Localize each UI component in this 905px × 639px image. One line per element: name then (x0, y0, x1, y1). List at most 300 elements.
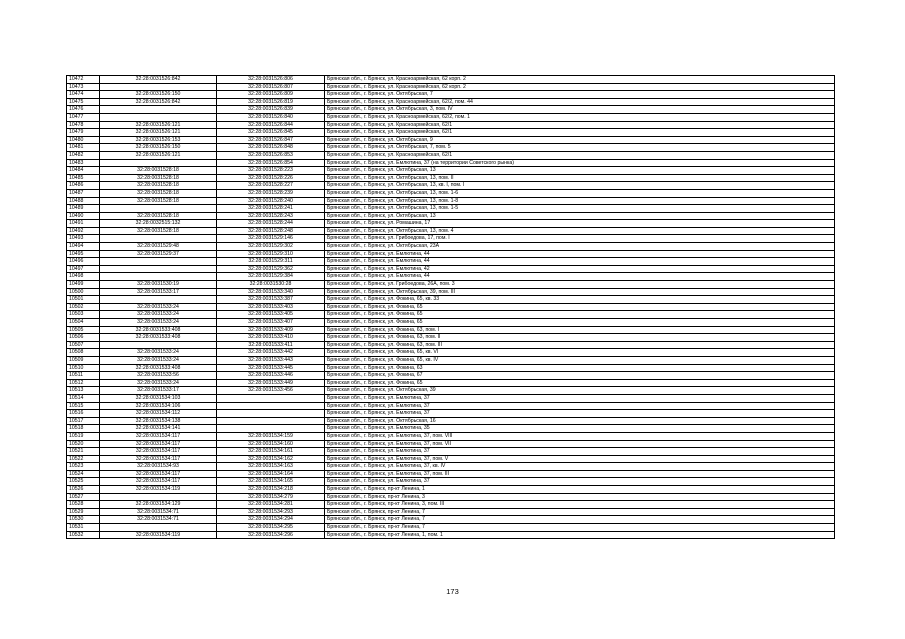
object-number-cell: 32:28:0031534:279 (217, 493, 325, 501)
land-plot-number-cell: 32:28:0031534:112 (100, 410, 217, 418)
row-number-cell: 10492 (67, 227, 100, 235)
table-row (67, 182, 835, 190)
row-number-cell: 10482 (67, 151, 100, 159)
object-number-cell: 32:28:0031533:456 (217, 387, 325, 395)
object-number-cell: 32:28:0031534:159 (217, 432, 325, 440)
address-cell: Брянская обл., г. Брянск, ул. Октябрьская, 13, пом. 1-6 (325, 189, 835, 197)
address-cell: Брянская обл., г. Брянск, ул. Октябрьская, 7 (325, 91, 835, 99)
table-row (67, 167, 835, 175)
object-number-cell: 32:28:0031534:164 (217, 470, 325, 478)
row-number-cell: 10508 (67, 349, 100, 357)
row-number-cell: 10485 (67, 174, 100, 182)
object-number-cell: 32:28:0031534:160 (217, 440, 325, 448)
row-number-cell: 10488 (67, 197, 100, 205)
address-cell: Брянская обл., г. Брянск, ул. Емлютина, 44 (325, 258, 835, 266)
table-row (67, 478, 835, 486)
table-row (67, 508, 835, 516)
row-number-cell: 10509 (67, 356, 100, 364)
land-plot-number-cell: 32:28:0031534:117 (100, 478, 217, 486)
land-plot-number-cell: 32:28:0031533:408 (100, 334, 217, 342)
land-plot-number-cell: 32:28:0031533:24 (100, 356, 217, 364)
table-row (67, 106, 835, 114)
address-cell: Брянская обл., г. Брянск, ул. Фокина, 65 (325, 379, 835, 387)
land-plot-number-cell: 32:28:0031534:119 (100, 486, 217, 494)
address-cell: Брянская обл., г. Брянск, ул. Красноармейская, 62/2, пом. 1 (325, 113, 835, 121)
table-row (67, 113, 835, 121)
table-row (67, 273, 835, 281)
land-plot-number-cell: 32:28:0031534:138 (100, 417, 217, 425)
row-number-cell: 10523 (67, 463, 100, 471)
row-number-cell: 10474 (67, 91, 100, 99)
object-number-cell: 32:28:0031526:840 (217, 113, 325, 121)
address-cell: Брянская обл., г. Брянск, ул. Ромашина, 17 (325, 220, 835, 228)
row-number-cell: 10476 (67, 106, 100, 114)
table-row (67, 243, 835, 251)
row-number-cell: 10511 (67, 372, 100, 380)
table-row (67, 144, 835, 152)
address-cell: Брянская обл., г. Брянск, ул. Октябрьская, 13, пом. 4 (325, 227, 835, 235)
address-cell: Брянская обл., г. Брянск, ул. Емлютина, 35 (325, 425, 835, 433)
address-cell: Брянская обл., г. Брянск, ул. Емлютина, 44 (325, 250, 835, 258)
row-number-cell: 10505 (67, 326, 100, 334)
land-plot-number-cell: 32:28:0031533:408 (100, 364, 217, 372)
address-cell: Брянская обл., г. Брянск, ул. Октябрьская, 9 (325, 136, 835, 144)
table-row (67, 129, 835, 137)
row-number-cell: 10507 (67, 341, 100, 349)
object-number-cell: 32:28:0031529:362 (217, 265, 325, 273)
table-row (67, 250, 835, 258)
address-cell: Брянская обл., г. Брянск, ул. Фокина, 65 (325, 303, 835, 311)
address-cell: Брянская обл., г. Брянск, пр-кт Ленина, 1, пом. 1 (325, 531, 835, 539)
object-number-cell: 32:28:0031526:807 (217, 83, 325, 91)
land-plot-number-cell (100, 83, 217, 91)
address-cell: Брянская обл., г. Брянск, ул. Емлютина, 37, кв. IV (325, 463, 835, 471)
table-row (67, 220, 835, 228)
table-body (67, 76, 835, 539)
table-row (67, 493, 835, 501)
address-cell: Брянская обл., г. Брянск, ул. Красноармейская, 62/1 (325, 121, 835, 129)
row-number-cell: 10514 (67, 394, 100, 402)
row-number-cell: 10521 (67, 448, 100, 456)
land-plot-number-cell (100, 524, 217, 532)
row-number-cell: 10528 (67, 501, 100, 509)
row-number-cell: 10500 (67, 288, 100, 296)
land-plot-number-cell (100, 296, 217, 304)
table-row (67, 227, 835, 235)
table-row (67, 448, 835, 456)
object-number-cell: 32:28:0031534:218 (217, 486, 325, 494)
row-number-cell: 10475 (67, 98, 100, 106)
object-number-cell: 32:28:0031526:839 (217, 106, 325, 114)
table-row (67, 463, 835, 471)
object-number-cell: 32:28:0031533:403 (217, 303, 325, 311)
table-row (67, 159, 835, 167)
land-plot-number-cell: 32:28:0031526:121 (100, 151, 217, 159)
address-cell: Брянская обл., г. Брянск, ул. Грибоедова, 17, пом. I (325, 235, 835, 243)
row-number-cell: 10506 (67, 334, 100, 342)
object-number-cell: 32:28:0031534:163 (217, 463, 325, 471)
land-plot-number-cell: 32:28:0031534:119 (100, 531, 217, 539)
object-number-cell: 32:28:0031534:293 (217, 508, 325, 516)
table-row (67, 524, 835, 532)
address-cell: Брянская обл., г. Брянск, ул. Грибоедова, 26А, пом. 3 (325, 281, 835, 289)
table-row (67, 311, 835, 319)
land-plot-number-cell: 32:28:0031526:150 (100, 91, 217, 99)
table-row (67, 326, 835, 334)
row-number-cell: 10479 (67, 129, 100, 137)
object-number-cell: 32:28:0031528:240 (217, 197, 325, 205)
object-number-cell: 32:28:0031534:294 (217, 516, 325, 524)
land-plot-number-cell: 32:28:0031534:141 (100, 425, 217, 433)
object-number-cell: 32:28:0031534:281 (217, 501, 325, 509)
row-number-cell: 10495 (67, 250, 100, 258)
land-plot-number-cell: 32:28:0031530:19 (100, 281, 217, 289)
object-number-cell: 32:28:0031533:443 (217, 356, 325, 364)
address-cell: Брянская обл., г. Брянск, пр-кт Ленина, 1 (325, 486, 835, 494)
object-number-cell: 32:28:0031529:146 (217, 235, 325, 243)
land-plot-number-cell: 32:28:0031528:18 (100, 182, 217, 190)
table-row (67, 121, 835, 129)
document-table-container (66, 75, 835, 539)
cadastral-table (66, 75, 835, 539)
row-number-cell: 10525 (67, 478, 100, 486)
land-plot-number-cell: 32:28:0031528:18 (100, 212, 217, 220)
row-number-cell: 10498 (67, 273, 100, 281)
object-number-cell: 32:28:0031526:847 (217, 136, 325, 144)
land-plot-number-cell: 32:28:0031529:48 (100, 243, 217, 251)
row-number-cell: 10490 (67, 212, 100, 220)
address-cell: Брянская обл., г. Брянск, ул. Емлютина, 37 (325, 394, 835, 402)
row-number-cell: 10481 (67, 144, 100, 152)
row-number-cell: 10499 (67, 281, 100, 289)
row-number-cell: 10496 (67, 258, 100, 266)
land-plot-number-cell: 32:28:0031534:93 (100, 463, 217, 471)
object-number-cell: 32:28:0031533:449 (217, 379, 325, 387)
table-row (67, 98, 835, 106)
address-cell: Брянская обл., г. Брянск, ул. Фокина, 63, пом. I (325, 326, 835, 334)
table-row (67, 334, 835, 342)
address-cell: Брянская обл., г. Брянск, пр-кт Ленина, 7 (325, 516, 835, 524)
land-plot-number-cell: 32:28:0031534:117 (100, 432, 217, 440)
object-number-cell: 32:28:0031534:161 (217, 448, 325, 456)
address-cell: Брянская обл., г. Брянск, ул. Емлютина, 37 (325, 478, 835, 486)
land-plot-number-cell (100, 113, 217, 121)
page-number: 173 (446, 587, 459, 596)
address-cell: Брянская обл., г. Брянск, ул. Октябрьская, 23А (325, 243, 835, 251)
object-number-cell: 32:28:0031533:411 (217, 341, 325, 349)
object-number-cell: 32:28:0031528:239 (217, 189, 325, 197)
object-number-cell: 32:28:0031529:310 (217, 250, 325, 258)
table-row (67, 319, 835, 327)
table-row (67, 341, 835, 349)
object-number-cell (217, 425, 325, 433)
row-number-cell: 10489 (67, 205, 100, 213)
address-cell: Брянская обл., г. Брянск, ул. Емлютина, 37, пом. VIII (325, 432, 835, 440)
object-number-cell: 32:28:0031533:407 (217, 319, 325, 327)
land-plot-number-cell: 32:28:0031533:24 (100, 319, 217, 327)
land-plot-number-cell: 32:28:0031529:37 (100, 250, 217, 258)
address-cell: Брянская обл., г. Брянск, ул. Октябрьская, 39, пом. III (325, 288, 835, 296)
address-cell: Брянская обл., г. Брянск, ул. Емлютина, 37, пом. VII (325, 440, 835, 448)
row-number-cell: 10502 (67, 303, 100, 311)
object-number-cell: 32:28:0031529:302 (217, 243, 325, 251)
table-row (67, 303, 835, 311)
object-number-cell: 32:28:0031533:410 (217, 334, 325, 342)
land-plot-number-cell: 32:28:0031533:24 (100, 379, 217, 387)
table-row (67, 470, 835, 478)
object-number-cell (217, 417, 325, 425)
land-plot-number-cell (100, 159, 217, 167)
object-number-cell: 32:28:0031528:244 (217, 220, 325, 228)
address-cell: Брянская обл., г. Брянск, ул. Емлютина, 42 (325, 265, 835, 273)
address-cell: Брянская обл., г. Брянск, ул. Фокина, 63 (325, 364, 835, 372)
address-cell: Брянская обл., г. Брянск, ул. Фокина, 65, кв. IV (325, 356, 835, 364)
row-number-cell: 10517 (67, 417, 100, 425)
table-row (67, 349, 835, 357)
land-plot-number-cell: 32:28:0031528:18 (100, 189, 217, 197)
object-number-cell: 32:28:0031526:809 (217, 91, 325, 99)
table-row (67, 372, 835, 380)
row-number-cell: 10480 (67, 136, 100, 144)
row-number-cell: 10484 (67, 167, 100, 175)
land-plot-number-cell: 32:28:0031534:117 (100, 455, 217, 463)
object-number-cell (217, 410, 325, 418)
table-row (67, 379, 835, 387)
row-number-cell: 10486 (67, 182, 100, 190)
land-plot-number-cell: 32:28:0031534:103 (100, 394, 217, 402)
object-number-cell (217, 394, 325, 402)
table-row (67, 296, 835, 304)
land-plot-number-cell: 32:28:0031534:106 (100, 402, 217, 410)
row-number-cell: 10497 (67, 265, 100, 273)
address-cell: Брянская обл., г. Брянск, ул. Фокина, 63, пом. II (325, 334, 835, 342)
table-row (67, 531, 835, 539)
object-number-cell: 32:28:0031533:409 (217, 326, 325, 334)
object-number-cell: 32:28:0031528:243 (217, 212, 325, 220)
row-number-cell: 10513 (67, 387, 100, 395)
table-row (67, 136, 835, 144)
land-plot-number-cell: 32:28:0031526:842 (100, 76, 217, 84)
land-plot-number-cell: 32:28:0031533:24 (100, 311, 217, 319)
table-row (67, 440, 835, 448)
land-plot-number-cell: 32:28:0031528:18 (100, 167, 217, 175)
row-number-cell: 10529 (67, 508, 100, 516)
table-row (67, 364, 835, 372)
object-number-cell: 32:28:0031526:819 (217, 98, 325, 106)
row-number-cell: 10503 (67, 311, 100, 319)
object-number-cell: 32:28:0031526:845 (217, 129, 325, 137)
table-row (67, 174, 835, 182)
table-row (67, 235, 835, 243)
object-number-cell: 32:28:0031533:405 (217, 311, 325, 319)
object-number-cell: 32:28:0031529:311 (217, 258, 325, 266)
address-cell: Брянская обл., г. Брянск, ул. Октябрьская, 39 (325, 387, 835, 395)
row-number-cell: 10504 (67, 319, 100, 327)
address-cell: Брянская обл., г. Брянск, пр-кт Ленина, 3, пом. III (325, 501, 835, 509)
table-row (67, 356, 835, 364)
table-row (67, 486, 835, 494)
table-row (67, 410, 835, 418)
row-number-cell: 10530 (67, 516, 100, 524)
row-number-cell: 10512 (67, 379, 100, 387)
address-cell: Брянская обл., г. Брянск, пр-кт Ленина, 7 (325, 524, 835, 532)
land-plot-number-cell (100, 106, 217, 114)
table-row (67, 402, 835, 410)
row-number-cell: 10524 (67, 470, 100, 478)
row-number-cell: 10493 (67, 235, 100, 243)
object-number-cell: 32:28:0031528:248 (217, 227, 325, 235)
land-plot-number-cell: 32:28:0031533:56 (100, 372, 217, 380)
table-row (67, 281, 835, 289)
address-cell: Брянская обл., г. Брянск, пр-кт Ленина, 3 (325, 493, 835, 501)
table-row (67, 189, 835, 197)
object-number-cell: 32:28:0031526:854 (217, 159, 325, 167)
object-number-cell (217, 402, 325, 410)
land-plot-number-cell: 32:28:0031526:153 (100, 136, 217, 144)
land-plot-number-cell: 32:28:0031534:129 (100, 501, 217, 509)
land-plot-number-cell: 32:28:0031533:24 (100, 349, 217, 357)
address-cell: Брянская обл., г. Брянск, ул. Октябрьская, 7, пом. 5 (325, 144, 835, 152)
address-cell: Брянская обл., г. Брянск, ул. Октябрьская, 13 (325, 212, 835, 220)
table-row (67, 151, 835, 159)
land-plot-number-cell: 32:28:0031534:117 (100, 440, 217, 448)
land-plot-number-cell: 32:28:0031528:18 (100, 174, 217, 182)
land-plot-number-cell: 32:28:0031533:17 (100, 288, 217, 296)
land-plot-number-cell: 32:28:0031534:71 (100, 516, 217, 524)
object-number-cell: 32:28:0031528:241 (217, 205, 325, 213)
land-plot-number-cell (100, 205, 217, 213)
table-row (67, 91, 835, 99)
address-cell: Брянская обл., г. Брянск, ул. Октябрьская, 13 (325, 167, 835, 175)
address-cell: Брянская обл., г. Брянск, ул. Фокина, 65 (325, 311, 835, 319)
address-cell: Брянская обл., г. Брянск, ул. Емлютина, 37 (325, 410, 835, 418)
row-number-cell: 10501 (67, 296, 100, 304)
address-cell: Брянская обл., г. Брянск, ул. Октябрьская, 13, пом. II (325, 174, 835, 182)
address-cell: Брянская обл., г. Брянск, ул. Красноармейская, 62 корп. 2 (325, 76, 835, 84)
address-cell: Брянская обл., г. Брянск, ул. Фокина, 63, пом. III (325, 341, 835, 349)
address-cell: Брянская обл., г. Брянск, ул. Октябрьская, 3, пом. IV (325, 106, 835, 114)
table-row (67, 394, 835, 402)
address-cell: Брянская обл., г. Брянск, ул. Красноармейская, 62/1 (325, 129, 835, 137)
address-cell: Брянская обл., г. Брянск, пр-кт Ленина, 7 (325, 508, 835, 516)
address-cell: Брянская обл., г. Брянск, ул. Емлютина, 37, пом. III (325, 470, 835, 478)
land-plot-number-cell: 32:28:0031534:117 (100, 448, 217, 456)
table-row (67, 417, 835, 425)
object-number-cell: 32:28:0031534:296 (217, 531, 325, 539)
address-cell: Брянская обл., г. Брянск, ул. Емлютина, 37 (325, 448, 835, 456)
row-number-cell: 10526 (67, 486, 100, 494)
row-number-cell: 10494 (67, 243, 100, 251)
land-plot-number-cell (100, 258, 217, 266)
table-row (67, 83, 835, 91)
row-number-cell: 10527 (67, 493, 100, 501)
row-number-cell: 10532 (67, 531, 100, 539)
land-plot-number-cell (100, 235, 217, 243)
land-plot-number-cell (100, 493, 217, 501)
object-number-cell: 32:28:0031529:384 (217, 273, 325, 281)
land-plot-number-cell: 32:28:0031526:121 (100, 121, 217, 129)
address-cell: Брянская обл., г. Брянск, ул. Октябрьская, 13, пом. 1-8 (325, 197, 835, 205)
row-number-cell: 10518 (67, 425, 100, 433)
table-row (67, 455, 835, 463)
row-number-cell: 10483 (67, 159, 100, 167)
land-plot-number-cell: 32:28:0031526:121 (100, 129, 217, 137)
row-number-cell: 10510 (67, 364, 100, 372)
table-row (67, 197, 835, 205)
land-plot-number-cell (100, 265, 217, 273)
object-number-cell: 32:28:0031534:295 (217, 524, 325, 532)
row-number-cell: 10478 (67, 121, 100, 129)
object-number-cell: 32:28:0031533:340 (217, 288, 325, 296)
object-number-cell: 32:28:0031528:223 (217, 167, 325, 175)
land-plot-number-cell: 32:28:0031534:71 (100, 508, 217, 516)
object-number-cell: 32:28:0031533:446 (217, 372, 325, 380)
object-number-cell: 32:28:0031530:28 (217, 281, 325, 289)
land-plot-number-cell: 32:28:0031526:150 (100, 144, 217, 152)
object-number-cell: 32:28:0031526:848 (217, 144, 325, 152)
land-plot-number-cell: 32:28:0031534:117 (100, 470, 217, 478)
row-number-cell: 10472 (67, 76, 100, 84)
object-number-cell: 32:28:0031534:162 (217, 455, 325, 463)
address-cell: Брянская обл., г. Брянск, ул. Октябрьская, 13, пом. 1-5 (325, 205, 835, 213)
object-number-cell: 32:28:0031534:165 (217, 478, 325, 486)
table-row (67, 205, 835, 213)
land-plot-number-cell: 32:28:0031533:408 (100, 326, 217, 334)
object-number-cell: 32:28:0031533:387 (217, 296, 325, 304)
table-row (67, 516, 835, 524)
row-number-cell: 10473 (67, 83, 100, 91)
address-cell: Брянская обл., г. Брянск, ул. Емлютина, 37 (на территории Советского рынка) (325, 159, 835, 167)
table-row (67, 212, 835, 220)
row-number-cell: 10515 (67, 402, 100, 410)
address-cell: Брянская обл., г. Брянск, ул. Фокина, 65 (325, 319, 835, 327)
address-cell: Брянская обл., г. Брянск, ул. Емлютина, 44 (325, 273, 835, 281)
address-cell: Брянская обл., г. Брянск, ул. Емлютина, 37 (325, 402, 835, 410)
table-row (67, 425, 835, 433)
object-number-cell: 32:28:0031526:844 (217, 121, 325, 129)
table-row (67, 387, 835, 395)
row-number-cell: 10522 (67, 455, 100, 463)
address-cell: Брянская обл., г. Брянск, ул. Фокина, 67 (325, 372, 835, 380)
land-plot-number-cell: 32:28:0031533:24 (100, 303, 217, 311)
land-plot-number-cell: 32:28:0032515:132 (100, 220, 217, 228)
row-number-cell: 10477 (67, 113, 100, 121)
object-number-cell: 32:28:0031528:227 (217, 182, 325, 190)
land-plot-number-cell: 32:28:0031526:842 (100, 98, 217, 106)
table-row (67, 288, 835, 296)
row-number-cell: 10531 (67, 524, 100, 532)
address-cell: Брянская обл., г. Брянск, ул. Фокина, 65, кв. 33 (325, 296, 835, 304)
address-cell: Брянская обл., г. Брянск, ул. Фокина, 65, кв. VI (325, 349, 835, 357)
address-cell: Брянская обл., г. Брянск, ул. Октябрьская, 16 (325, 417, 835, 425)
row-number-cell: 10487 (67, 189, 100, 197)
object-number-cell: 32:28:0031526:853 (217, 151, 325, 159)
object-number-cell: 32:28:0031533:445 (217, 364, 325, 372)
row-number-cell: 10491 (67, 220, 100, 228)
address-cell: Брянская обл., г. Брянск, ул. Красноармейская, 62/1 (325, 151, 835, 159)
row-number-cell: 10520 (67, 440, 100, 448)
land-plot-number-cell: 32:28:0031533:17 (100, 387, 217, 395)
table-row (67, 501, 835, 509)
table-row (67, 76, 835, 84)
table-row (67, 265, 835, 273)
land-plot-number-cell: 32:28:0031528:18 (100, 197, 217, 205)
row-number-cell: 10516 (67, 410, 100, 418)
land-plot-number-cell (100, 341, 217, 349)
object-number-cell: 32:28:0031526:806 (217, 76, 325, 84)
land-plot-number-cell (100, 273, 217, 281)
table-row (67, 258, 835, 266)
